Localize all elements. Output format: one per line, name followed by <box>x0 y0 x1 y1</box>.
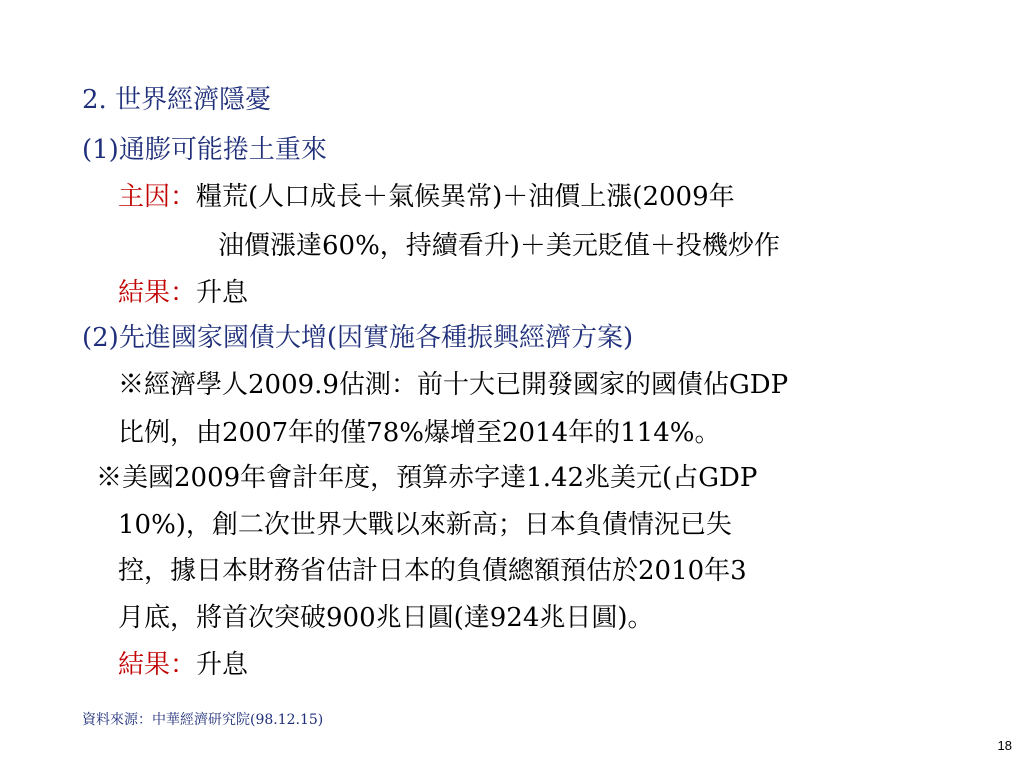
cause-text-line1: 糧荒(人口成長＋氣候異常)＋油價上漲(2009年 <box>196 182 735 212</box>
section1-cause-row <box>118 184 735 210</box>
result-text: 升息 <box>196 278 249 308</box>
cause-text-line2: 油價漲達60%，持續看升)＋美元貶值＋投機炒作 <box>218 231 780 261</box>
slide-title: 2. 世界經濟隱憂 <box>82 85 272 115</box>
note2-line1: ※美國2009年會計年度，預算赤字達1.42兆美元(占GDP <box>96 463 758 493</box>
section2-result-row <box>118 652 248 678</box>
source-citation: 資料來源：中華經濟研究院(98.12.15) <box>82 712 324 728</box>
result-label: 結果： <box>118 278 197 308</box>
cause-label: 主因： <box>118 182 197 212</box>
result-text: 升息 <box>196 650 249 680</box>
section1-result-row <box>118 280 248 306</box>
note2-line4: 月底，將首次突破900兆日圓(達924兆日圓)。 <box>118 603 654 633</box>
result-label: 結果： <box>118 650 197 680</box>
note1-line1: ※經濟學人2009.9估測：前十大已開發國家的國債佔GDP <box>118 370 789 400</box>
note2-line3: 控，據日本財務省估計日本的負債總額預估於2010年3 <box>118 556 747 586</box>
note1-line2: 比例，由2007年的僅78%爆增至2014年的114%。 <box>118 418 721 448</box>
page-number: 18 <box>997 738 1012 753</box>
section2-heading: (2)先進國家國債大增(因實施各種振興經濟方案) <box>82 323 634 353</box>
note2-line2: 10%)，創二次世界大戰以來新高；日本負債情況已失 <box>118 510 732 540</box>
section1-heading: (1)通膨可能捲土重來 <box>82 135 327 165</box>
